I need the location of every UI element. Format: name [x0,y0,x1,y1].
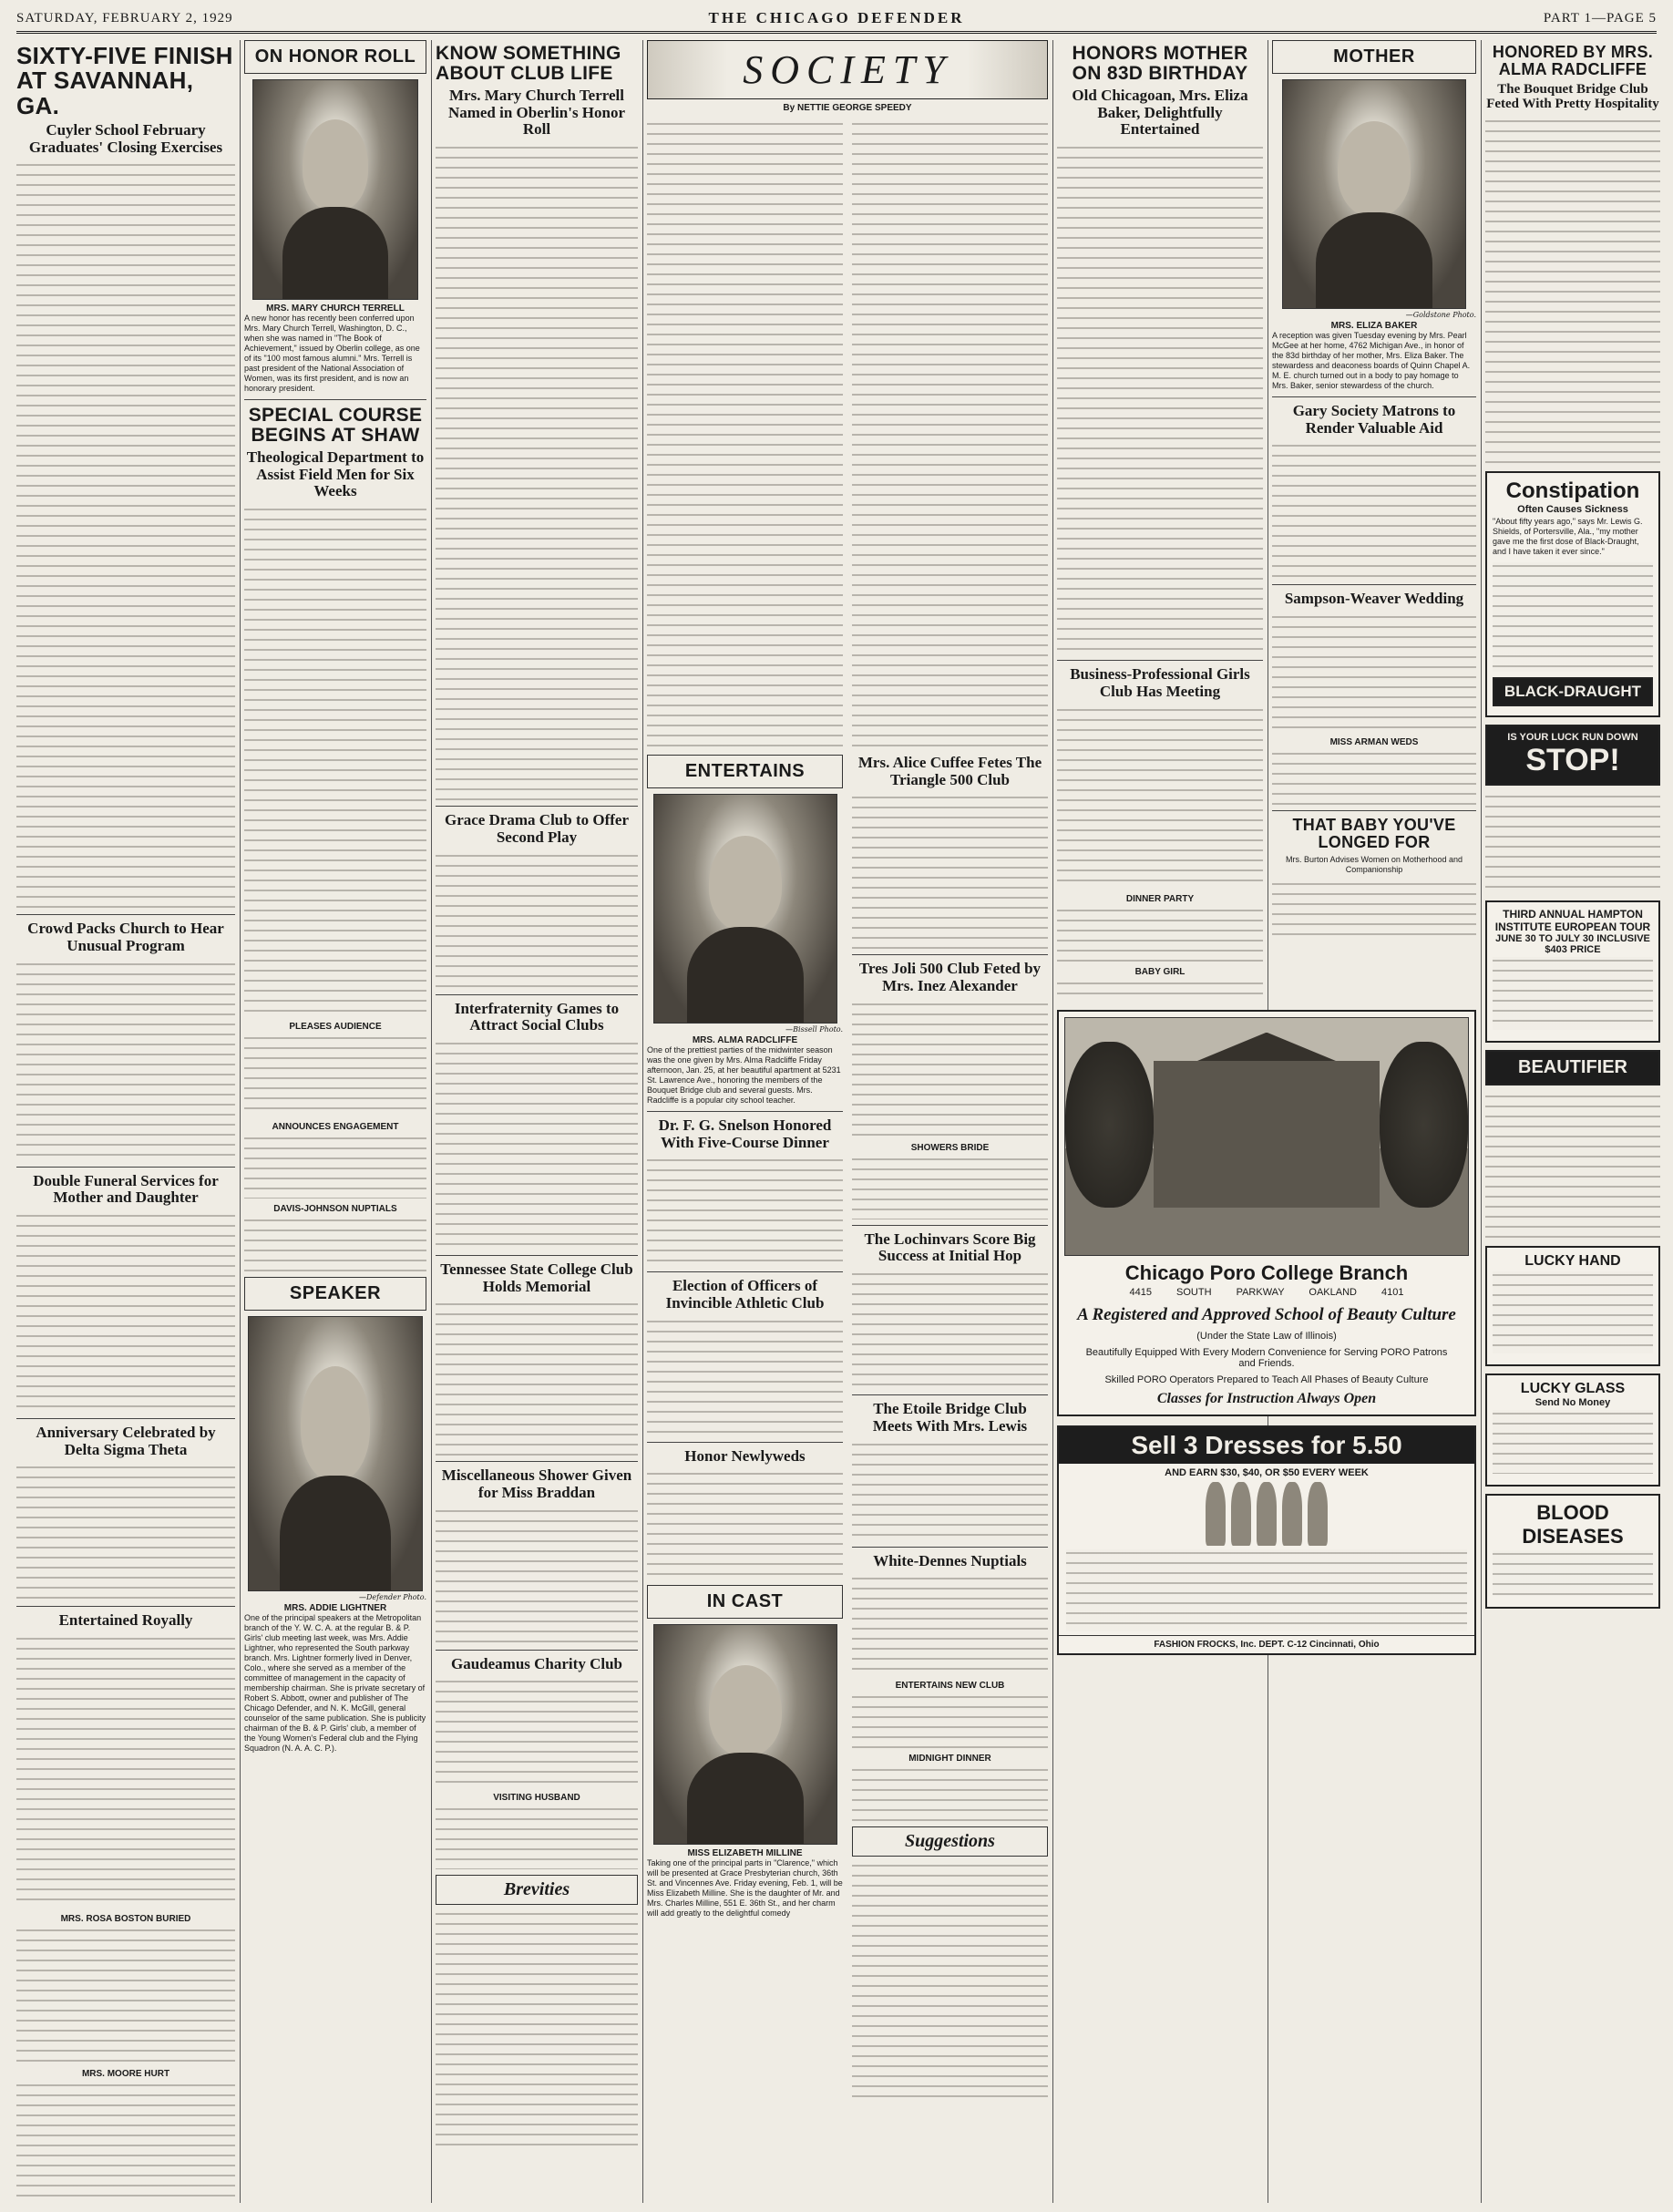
issue-date: SATURDAY, FEBRUARY 2, 1929 [16,11,233,26]
article-text [436,1040,638,1250]
headline-delta-sigma: Anniversary Celebrated by Delta Sigma Theta [36,1424,216,1458]
headline-cuffee: Mrs. Alice Cuffee Fetes The Triangle 500 Club [857,754,1042,788]
article-text [852,120,1048,749]
article-text [436,1507,638,1644]
ad-text [1066,1549,1467,1631]
masthead [16,7,1657,34]
headline-crowd-packs: Crowd Packs Church to Hear Unusual Program [27,920,224,954]
column-5 [1057,40,1263,1000]
lucky-hand-ad [1485,1246,1660,1366]
dresses-earn: AND EARN $30, $40, OR $50 EVERY WEEK [1165,1466,1369,1478]
suggestions-head: Suggestions [852,1826,1048,1857]
article-text [16,1927,235,2063]
column-1 [16,40,235,2203]
caption-name: MRS. ELIZA BAKER [1330,321,1418,331]
article-text [852,1001,1048,1137]
article-text [244,1135,426,1199]
photo-credit: —Defender Photo. [358,1593,426,1602]
subhead-eliza-baker: Old Chicagoan, Mrs. Eliza Baker, Delightfully Entertained [1072,87,1248,139]
article-text [1272,880,1476,935]
subhead-cuyler: Cuyler School February Graduates' Closing Exercises [28,120,223,156]
caption-name: MRS. ADDIE LIGHTNER [283,1603,387,1614]
article-text [16,161,235,909]
poro-classes: Classes for Instruction Always Open [1156,1390,1377,1406]
poro-building-image [1064,1017,1469,1256]
hampton-tour-ad [1485,900,1660,1043]
brevities-head: Brevities [436,1875,638,1905]
headline-shaw: SPECIAL COURSE BEGINS AT SHAW [248,405,423,447]
subhead-baby-girl: BABY GIRL [1134,966,1185,977]
article-text [852,1766,1048,1821]
article-text [852,1862,1048,2099]
caption-name: MISS ELIZABETH MILLINE [687,1848,803,1859]
headline-double-funeral: Double Funeral Services for Mother and Daughter [33,1171,219,1207]
ad1-quote: "About fifty years ago," says Mr. Lewis G. Shields, of Portersville, Ala., "my mother gave me the first dose of Black-Draught, and I have taken it ever since." [1493,516,1643,556]
subhead-dinner-party: DINNER PARTY [1125,893,1195,904]
subhead-rosa-boston: MRS. ROSA BOSTON BURIED [60,1914,191,1925]
subhead-that-baby: Mrs. Burton Advises Women on Motherhood and Companionship [1286,854,1463,874]
ad1-brand: BLACK-DRAUGHT [1504,682,1642,700]
lightner-caption [244,1603,426,1754]
article-text [436,1301,638,1456]
subhead-oberlin: Mrs. Mary Church Terrell Named in Oberlin's Honor Roll [447,87,626,139]
poro-line2: Skilled PORO Operators Prepared to Teach All Phases of Beauty Culture [1104,1373,1429,1385]
ad7-title: BLOOD DISEASES [1522,1500,1624,1548]
subhead-showers-bride: SHOWERS BRIDE [910,1142,990,1153]
article-text [16,1635,235,1908]
headline-tennessee-state: Tennessee State College Club Holds Memorial [440,1260,633,1295]
subhead-visiting-husband: VISITING HUSBAND [493,1793,580,1804]
ad-text [1485,793,1660,893]
column-rule [240,40,241,2203]
article-text [244,1034,426,1116]
headline-honors-mother: HONORS MOTHER ON 83D BIRTHDAY [1072,43,1248,85]
baker-caption [1272,321,1476,391]
ad-text [1493,957,1653,1030]
ad-text [1493,562,1653,672]
dresses-footer: FASHION FROCKS, Inc. DEPT. C-12 Cincinnati, Ohio [1059,1635,1474,1650]
poro-address: 4415 SOUTH PARKWAY OAKLAND 4101 [1129,1287,1404,1298]
column-3 [436,40,638,2203]
ad2-title: STOP! [1525,742,1620,777]
article-text [852,1271,1048,1389]
article-text [852,1156,1048,1219]
headline-savannah: SIXTY-FIVE FINISH AT SAVANNAH, GA. [16,42,233,119]
caption-text: Taking one of the principal parts in "Clarence," which will be presented at Grace Presbyterian church, 36th St. and Vincennes Ave. Friday evening, Feb. 1, will be Miss Elizabeth Milline. She is the daughter of Mr. and Mrs. Charles Milline, 551 E. 36th St., and her charm will add greatly to the delightful comedy [647,1858,843,1919]
column-7 [1485,40,1660,2203]
poro-college-ad [1057,1010,1476,1416]
article-text [647,1470,843,1579]
caption-text: A reception was given Tuesday evening by Mrs. Pearl McGee at her home, 4762 Michigan Ave., in honor of the 83d birthday of her mother, Mrs. Eliza Baker. The stewardess and deaconess boards of Quinn Chapel A. M. E. church turned out in a body to pay homage to Mrs. Baker, senior stewardess of the church. [1272,331,1471,390]
mother-box: MOTHER [1272,40,1476,74]
caption-text: One of the principal speakers at the Metropolitan branch of the Y. W. C. A. at the regular B. & P. Girls' club meeting last week, was Mrs. Addie Lightner, who represented the South parkway branch. Mrs. Lightner formerly lived in Denver, Colo., where she served as a member of the committee of management in the capacity of membership chairman. She is private secretary of Robert S. Abbott, owner and publisher of The Chicago Defender, and N. K. McGill, general counselor of the same publication. She is publicity chairman of the B. & P. Girls' club, a member of the Young Women's Federal club and the Flying Squadron (N. A. A. C. P.). [244,1613,426,1754]
article-text [647,1157,843,1266]
dresses-headline: Sell 3 Dresses for 5.50 [1059,1427,1474,1464]
ad6-sub: Send No Money [1534,1396,1611,1408]
article-text [1057,980,1263,1000]
headline-business-girls: Business-Professional Girls Club Has Meeting [1070,665,1250,700]
article-text [1057,706,1263,889]
article-text [436,1806,638,1869]
lucky-glass-ad [1485,1373,1660,1487]
ad-text [1493,1271,1653,1353]
headline-entertained-royally: Entertained Royally [58,1611,193,1630]
article-text [852,794,1048,949]
subhead-new-club: ENTERTAINS NEW CLUB [895,1681,1005,1692]
article-text [436,1910,638,2147]
photo-credit: —Bissell Photo. [785,1025,843,1034]
headline-lochinvars: The Lochinvars Score Big Success at Initial Hop [864,1229,1036,1265]
headline-gary-society: Gary Society Matrons to Render Valuable Aid [1292,402,1456,437]
article-text [436,1678,638,1787]
poro-law: (Under the State Law of Illinois) [1196,1330,1337,1342]
in-cast-box: IN CAST [647,1585,843,1619]
article-text [436,144,638,800]
milline-photo [653,1624,837,1845]
radcliffe-photo [653,794,837,1024]
ad4-title: BEAUTIFIER [1518,1056,1627,1077]
column-rule [1481,40,1482,2203]
column-rule [431,40,432,2203]
headline-newlyweds: Honor Newlyweds [684,1446,806,1465]
caption-name: MRS. ALMA RADCLIFFE [692,1035,798,1045]
dresses-ad [1057,1425,1476,1655]
honor-roll-box: ON HONOR ROLL [244,40,426,74]
ad-text [1493,1550,1653,1596]
ad6-title: LUCKY GLASS [1520,1380,1626,1396]
article-text [1057,144,1263,654]
headline-that-baby: THAT BABY YOU'VE LONGED FOR [1292,816,1456,851]
article-text [16,1212,235,1413]
headline-tres-joli: Tres Joli 500 Club Feted by Mrs. Inez Alexander [858,960,1042,995]
ad2-sub: IS YOUR LUCK RUN DOWN [1507,731,1638,743]
article-text [16,1464,235,1600]
headline-invincible: Election of Officers of Invincible Athletic Club [665,1277,825,1312]
speaker-box: SPEAKER [244,1277,426,1311]
subhead-shaw: Theological Department to Assist Field Men for Six Weeks [246,448,425,500]
article-text [1485,118,1660,464]
article-text [852,1575,1048,1675]
headline-braddan-shower: Miscellaneous Shower Given for Miss Braddan [441,1466,632,1501]
society-byline: By NETTIE GEORGE SPEEDY [783,103,912,113]
headline-interfraternity: Interfraternity Games to Attract Social Clubs [454,999,620,1034]
society-banner: SOCIETY [647,40,1048,99]
article-text [436,852,638,989]
luck-ad [1485,725,1660,786]
column-6 [1272,40,1476,1000]
ad1-title: Constipation [1505,478,1640,503]
subhead-arman-weds: MISS ARMAN WEDS [1329,737,1419,748]
terrell-caption [244,304,426,394]
ad-text [1493,1410,1653,1474]
article-text [852,1441,1048,1541]
entertains-box: ENTERTAINS [647,755,843,788]
article-text [1272,750,1476,805]
headline-grace-drama: Grace Drama Club to Offer Second Play [444,811,630,846]
article-text [852,1693,1048,1748]
column-rule [1052,40,1053,2203]
poro-tagline: A Registered and Approved School of Beauty Culture [1077,1305,1456,1324]
subhead-engagement: ANNOUNCES ENGAGEMENT [272,1122,399,1133]
paper-name: THE CHICAGO DEFENDER [708,9,965,26]
beautifier-ad [1485,1050,1660,1085]
headline-sampson-weaver: Sampson-Weaver Wedding [1284,590,1464,608]
headline-club-life: KNOW SOMETHING ABOUT CLUB LIFE [436,43,621,85]
article-text [1272,442,1476,579]
column-4-society [647,40,1048,2203]
subhead-bouquet: The Bouquet Bridge Club Feted With Pretty Hospitality [1486,81,1659,112]
caption-text: A new honor has recently been conferred upon Mrs. Mary Church Terrell, Washington, D. C., when she was named in "The Book of Achievement," issued by Oberlin college, as one of its "100 most famous alumni." Mrs. Terrell is past president of the National Association of Women, was its first president, and is now an honorary president. [244,314,420,393]
ad1-sub: Often Causes Sickness [1517,503,1628,515]
poro-line1: Beautifully Equipped With Every Modern Convenience for Serving PORO Patrons and Friends. [1085,1346,1448,1369]
column-rule [642,40,643,2203]
ad3-title: THIRD ANNUAL HAMPTON INSTITUTE EUROPEAN TOUR [1494,907,1651,933]
subhead-midnight-dinner: MIDNIGHT DINNER [908,1754,991,1764]
caption-text: One of the prettiest parties of the midwinter season was the one given by Mrs. Alma Radcliffe Friday afternoon, Jan. 25, at her beautiful apartment at 5231 St. Lawrence Ave., honoring the members of the Bouquet Bridge club and several guests. Mrs. Radcliffe is a popular city school teacher. [647,1045,841,1105]
lightner-photo [248,1316,423,1591]
milline-caption [647,1848,843,1919]
subhead-pleases-audience: PLEASES AUDIENCE [289,1022,382,1033]
subhead-davis-johnson: DAVIS-JOHNSON NUPTIALS [273,1204,397,1215]
article-text [1272,613,1476,732]
headline-gaudeamus: Gaudeamus Charity Club [451,1654,622,1672]
article-text [1057,907,1263,962]
article-text [244,1217,426,1271]
article-text [244,506,426,1016]
article-text [647,120,843,749]
radcliffe-caption [647,1035,843,1106]
headline-honored-radcliffe: HONORED BY MRS. ALMA RADCLIFFE [1492,43,1654,78]
ad-block [1057,1003,1476,1655]
photo-credit: —Goldstone Photo. [1405,311,1476,319]
baker-photo [1282,79,1466,309]
subhead-moore-hurt: MRS. MOORE HURT [81,2069,170,2080]
page-number: PART 1—PAGE 5 [1543,11,1657,26]
headline-etoile: The Etoile Bridge Club Meets With Mrs. Lewis [872,1400,1028,1435]
headline-white-dennes: White-Dennes Nuptials [873,1551,1027,1569]
headline-snelson: Dr. F. G. Snelson Honored With Five-Course Dinner [658,1116,832,1151]
article-text [647,1318,843,1436]
ad5-title: LUCKY HAND [1524,1252,1621,1269]
ad-text [1485,1093,1660,1239]
terrell-photo [252,79,418,300]
ad3-sub: JUNE 30 TO JULY 30 INCLUSIVE $403 PRICE [1495,932,1650,955]
caption-name: MRS. MARY CHURCH TERRELL [266,304,405,314]
constipation-ad [1485,471,1660,717]
column-2 [244,40,426,2203]
article-text [16,2082,235,2203]
article-text [16,961,235,1161]
blood-diseases-ad [1485,1494,1660,1609]
poro-name: Chicago Poro College Branch [1124,1261,1409,1284]
dresses-figures [1062,1482,1471,1546]
